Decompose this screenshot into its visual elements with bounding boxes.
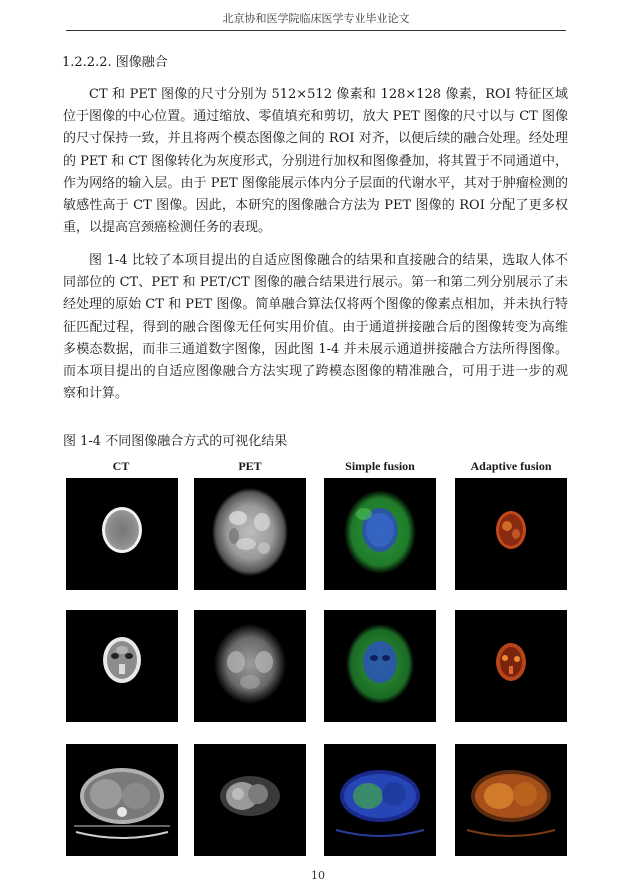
page-number: 10 [311, 869, 325, 882]
body-paragraph-2: 图 1-4 比较了本项目提出的自适应图像融合的结果和直接融合的结果，选取人体不同部位的 CT、PET 和 PET/CT 图像的融合结果进行展示。第一和第二列分别展示了未经处理的原始 CT 和 PET 图像。简单融合算法仅将两个图像的像素点相加，并未执行特征匹配过程，得到的融合图像无任何实用价值。由于通道拼接融合后的图像转变为高维多模态数据，而非三通道数字图像，因此图 1-4 并未展示通道拼接融合方法所得图像。而本项目提出的自适应图像融合方法实现了跨模态图像的精准融合，可用于进一步的观察和计算。 [63, 253, 568, 402]
body-paragraph-1: CT 和 PET 图像的尺寸分别为 512×512 像素和 128×128 像素，ROI 特征区域位于图像的中心位置。通过缩放、零值填充和剪切，放大 PET 图像的尺寸以与 CT 图像的尺寸保持一致，并且将两个模态图像之间的 ROI 对齐，以便后续的融合处理。经处理的 PET 和 CT 图像转化为灰度形式，分别进行加权和图像叠加，将其置于不同通道中，作为网络的输入层。由于 PET 图像能展示体内分子层面的代谢水平，其对于肿瘤检测的敏感性高于 CT 图像。因此，本研究的图像融合方法为 PET 图像的 ROI 分配了更多权重，以提高宫颈癌检测任务的表现。 [63, 87, 568, 236]
section-heading: 1.2.2.2. 图像融合 [62, 55, 168, 70]
adaptive-fusion-image-skull-base [455, 610, 567, 722]
column-header-adaptive-fusion: Adaptive fusion [470, 459, 552, 473]
column-header-pet: PET [238, 459, 262, 473]
pet-image-thorax [194, 744, 306, 856]
adaptive-fusion-image-head [455, 478, 567, 590]
column-header-ct: CT [112, 459, 130, 473]
simple-fusion-image-thorax [324, 744, 436, 856]
page-header: 北京协和医学院临床医学专业毕业论文 [66, 10, 566, 31]
figure-caption: 图 1-4 不同图像融合方式的可视化结果 [63, 434, 288, 449]
simple-fusion-image-head [324, 478, 436, 590]
column-header-simple-fusion: Simple fusion [345, 459, 415, 473]
simple-fusion-image-skull-base [324, 610, 436, 722]
adaptive-fusion-image-thorax [455, 744, 567, 856]
ct-image-head [66, 478, 178, 590]
ct-image-skull-base [66, 610, 178, 722]
ct-image-thorax [66, 744, 178, 856]
pet-image-skull-base [194, 610, 306, 722]
pet-image-head [194, 478, 306, 590]
